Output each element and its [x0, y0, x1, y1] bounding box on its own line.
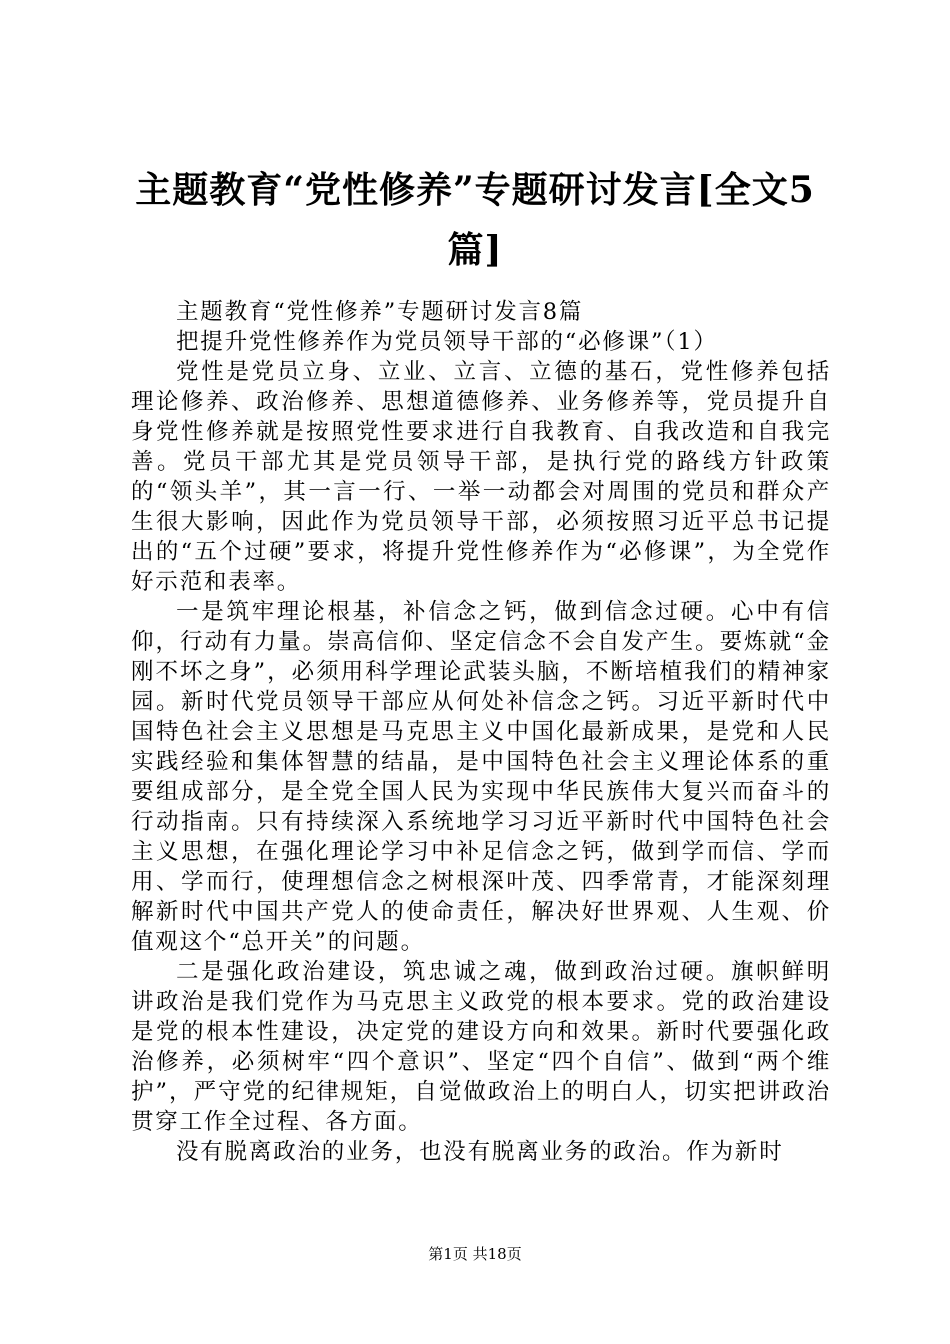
paragraph-point-one: 一是筑牢理论根基，补信念之钙，做到信念过硬。心中有信仰，行动有力量。崇高信仰、坚定信念不会自发产生。要炼就“金刚不坏之身”，必须用科学理论武装头脑，不断培植我们的精神家园。新时代党员领导干部应从何处补信念之钙。习近平新时代中国特色社会主义思想是马克思主义中国化最新成果，是党和人民实践经验和集体智慧的结晶，是中国特色社会主义理论体系的重要组成部分，是全党全国人民为实现中华民族伟大复兴而奋斗的行动指南。只有持续深入系统地学习习近平新时代中国特色社会主义思想，在强化理论学习中补足信念之钙，做到学而信、学而用、学而行，使理想信念之树根深叶茂、四季常青，才能深刻理解新时代中国共产党人的使命责任，解决好世界观、人生观、价值观这个“总开关”的问题。: [131, 599, 831, 955]
page-footer: 第1页 共18页: [428, 1245, 522, 1263]
document-title: 主题教育“党性修养”专题研讨发言[全文5篇]: [135, 169, 815, 271]
paragraph-continuation: 没有脱离政治的业务，也没有脱离业务的政治。作为新时: [176, 1139, 784, 1165]
document-body: [131, 297, 831, 1167]
paragraph-intro: 党性是党员立身、立业、立言、立德的基石，党性修养包括理论修养、政治修养、思想道德修养、业务修养等，党员提升自身党性修养就是按照党性要求进行自我教育、自我改造和自我完善。党员干部尤其是党员领导干部，是执行党的路线方针政策的“领头羊”，其一言一行、一举一动都会对周围的党员和群众产生很大影响，因此作为党员领导干部，必须按照习近平总书记提出的“五个过硬”要求，将提升党性修养作为“必修课”，为全党作好示范和表率。: [131, 359, 831, 595]
paragraph-point-two: 二是强化政治建设，筑忠诚之魂，做到政治过硬。旗帜鲜明讲政治是我们党作为马克思主义政党的根本要求。党的政治建设是党的根本性建设，决定党的建设方向和效果。新时代要强化政治修养，必须树牢“四个意识”、坚定“四个自信”、做到“两个维护”，严守党的纪律规矩，自觉做政治上的明白人，切实把讲政治贯穿工作全过程、各方面。: [131, 959, 831, 1135]
paragraph-subtitle: 主题教育“党性修养”专题研讨发言8篇: [176, 299, 584, 325]
paragraph-section-heading: 把提升党性修养作为党员领导干部的“必修课”（1）: [176, 329, 718, 355]
